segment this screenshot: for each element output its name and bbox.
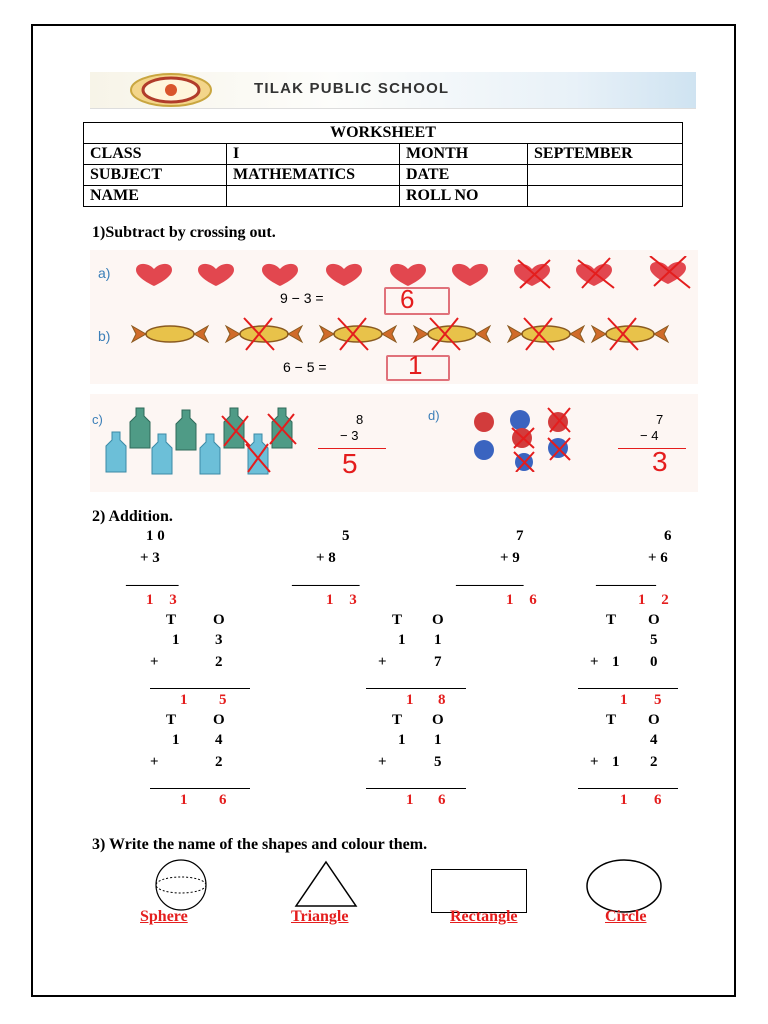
q1d-top: 7 [656,412,664,427]
rectangle-icon [431,869,527,913]
add-line: ________ [596,572,656,588]
class-label: CLASS [84,144,227,165]
plus-sign: + [150,654,159,670]
ones-header: O [432,712,444,728]
date-value[interactable] [528,165,683,186]
school-name: TILAK PUBLIC SCHOOL [254,80,450,97]
roll-no-value[interactable] [528,186,683,207]
addend-ones: 0 [650,654,658,670]
q1c-top: 8 [356,412,364,427]
heart-icon [326,264,362,286]
q1b-equation: 6 − 5 = [283,359,327,375]
addend-tens: 1 [398,732,406,748]
add-bottom: + 8 [316,550,336,566]
answer-tens: 1 [620,792,628,808]
plus-sign: + [378,754,387,770]
q1a-answer-box[interactable] [384,287,450,315]
q2-heading: 2) Addition. [92,508,173,525]
plus-sign: + [590,654,599,670]
plus-sign: + [378,654,387,670]
add-top: 1 0 [146,528,165,544]
answer-ones: 5 [219,692,227,708]
shape-label-sphere: Sphere [140,908,188,925]
worksheet-title: WORKSHEET [84,123,683,144]
q3-heading: 3) Write the name of the shapes and colour them. [92,836,428,853]
q1c-bottom: − 3 [340,428,359,443]
addend-tens: 1 [612,654,620,670]
addend-ones: 3 [215,632,223,648]
q1d-label: d) [428,408,440,423]
worksheet-info-table [83,122,683,207]
add-answer: 1 3 [326,592,363,608]
q1c-label: c) [92,412,103,427]
addend-ones: 2 [650,754,658,770]
plus-sign: + [590,754,599,770]
circle-icon [584,858,664,914]
ones-header: O [648,612,660,628]
date-label: DATE [400,165,528,186]
tens-header: T [166,712,177,728]
add-line: _______ [126,572,179,588]
addend-tens: 1 [398,632,406,648]
ones-header: O [648,712,660,728]
roll-no-label: ROLL NO [400,186,528,207]
add-line: _________ [456,572,524,588]
ones-header: O [213,712,225,728]
answer-line [366,688,466,689]
tens-header: T [392,612,403,628]
triangle-icon [294,860,358,910]
tens-header: T [392,712,403,728]
q1-heading: 1)Subtract by crossing out. [92,224,276,241]
add-answer: 1 3 [146,592,183,608]
tens-header: T [166,612,177,628]
answer-line [366,788,466,789]
add-answer: 1 2 [638,592,675,608]
month-label: MONTH [400,144,528,165]
add-top: 5 [342,528,350,544]
q1a-equation: 9 − 3 = [280,290,324,306]
tens-header: T [606,712,617,728]
addend-ones: 4 [650,732,658,748]
addend-tens: 1 [612,754,620,770]
ones-header: O [213,612,225,628]
subject-value: MATHEMATICS [227,165,400,186]
ones-header: O [432,612,444,628]
shape-label-rectangle: Rectangle [450,908,518,925]
addend-ones: 1 [434,632,442,648]
answer-tens: 1 [180,792,188,808]
answer-tens: 1 [620,692,628,708]
answer-tens: 1 [406,792,414,808]
heart-icon [390,264,426,286]
subject-label: SUBJECT [84,165,227,186]
q1d-answer: 3 [652,446,668,477]
answer-ones: 8 [438,692,446,708]
add-bottom: + 3 [140,550,160,566]
q1a-label: a) [98,265,111,281]
addend-ones: 2 [215,654,223,670]
addend-ones: 5 [434,754,442,770]
answer-line [150,788,250,789]
q1c-answer: 5 [342,448,358,479]
add-bottom: + 9 [500,550,520,566]
answer-line [150,688,250,689]
add-top: 6 [664,528,672,544]
heart-icon [262,264,298,286]
plus-sign: + [150,754,159,770]
heart-icon [136,264,172,286]
name-value[interactable] [227,186,400,207]
add-line: _________ [292,572,360,588]
answer-line [578,688,678,689]
heart-icon [452,264,488,286]
bottles-group [100,404,300,476]
school-logo-icon [128,72,214,108]
answer-tens: 1 [180,692,188,708]
balls-group [462,404,582,472]
addend-ones: 4 [215,732,223,748]
class-value: I [227,144,400,165]
answer-ones: 6 [438,792,446,808]
q1b-label: b) [98,328,111,344]
q1b-answer: 1 [408,350,423,380]
q1d-bottom: − 4 [640,428,659,443]
q1a-answer: 6 [400,284,415,314]
addend-ones: 2 [215,754,223,770]
addend-ones: 7 [434,654,442,670]
sphere-icon [150,858,212,912]
addend-ones: 1 [434,732,442,748]
month-value: SEPTEMBER [528,144,683,165]
name-label: NAME [84,186,227,207]
add-answer: 1 6 [506,592,543,608]
addend-ones: 5 [650,632,658,648]
answer-ones: 6 [219,792,227,808]
answer-ones: 5 [654,692,662,708]
answer-ones: 6 [654,792,662,808]
add-bottom: + 6 [648,550,668,566]
shape-label-circle: Circle [605,908,647,925]
shape-label-triangle: Triangle [291,908,349,925]
add-top: 7 [516,528,524,544]
addend-tens: 1 [172,632,180,648]
answer-line [578,788,678,789]
addend-tens: 1 [172,732,180,748]
answer-tens: 1 [406,692,414,708]
tens-header: T [606,612,617,628]
heart-icon [198,264,234,286]
